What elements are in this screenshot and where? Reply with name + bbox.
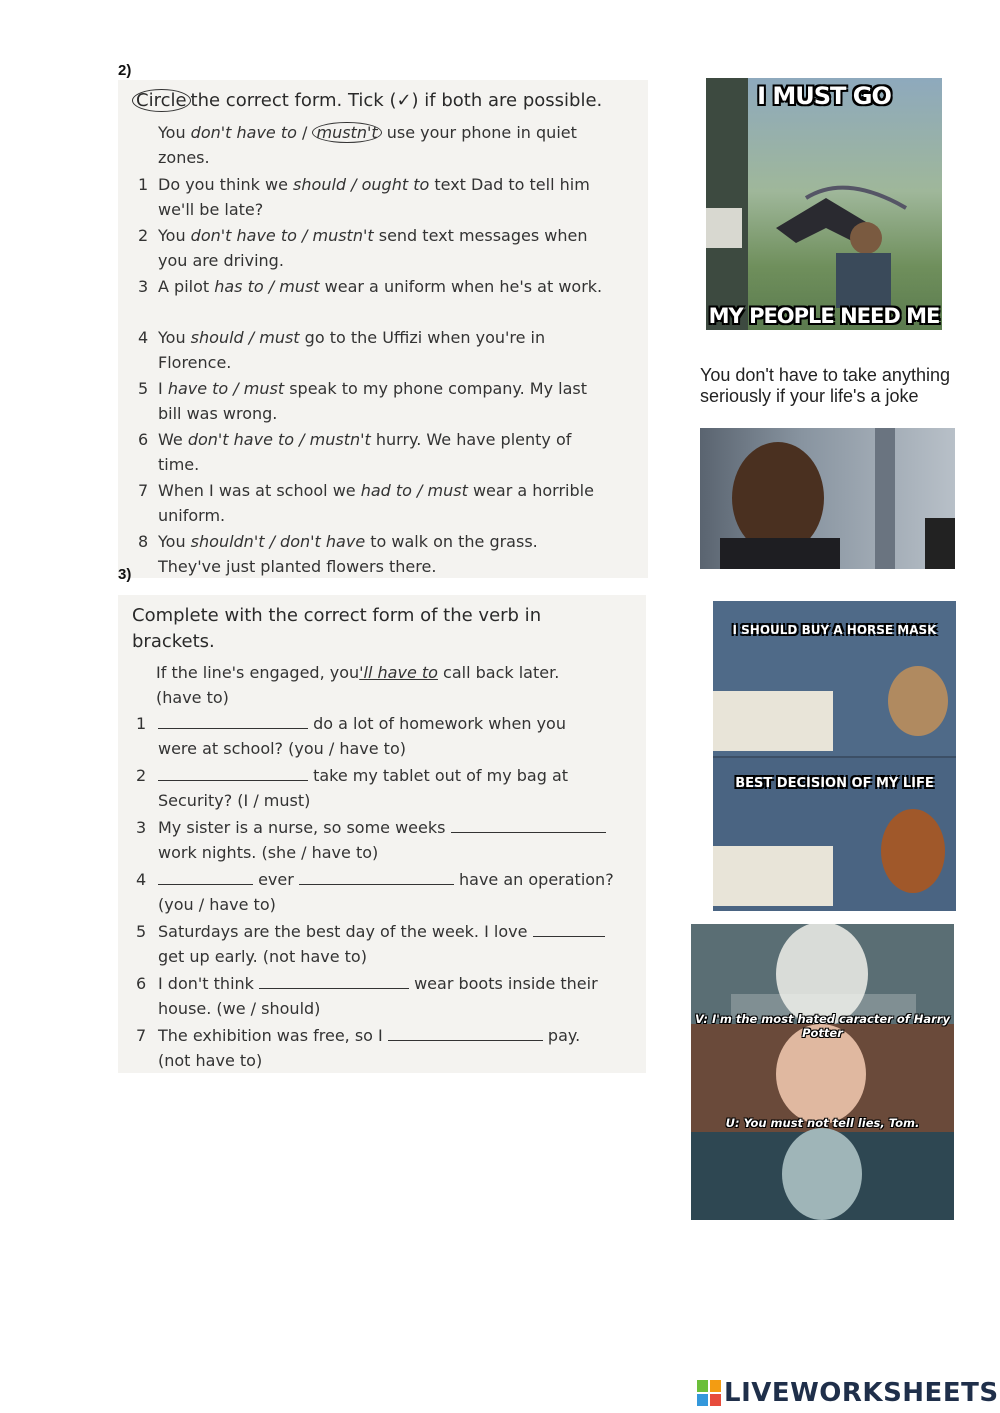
section-2-number: 2): [118, 62, 132, 79]
meme-2-illustration: [700, 428, 955, 569]
exercise-3-panel: [118, 595, 646, 1073]
choice-options[interactable]: don't have to / mustn't: [190, 226, 374, 245]
exercise-3-item: 2 take my tablet out of my bag at Security? (I / must): [136, 763, 641, 813]
item-number: 6: [136, 974, 147, 993]
exercise-3-item: 7 The exhibition was free, so I pay. (not have to): [136, 1023, 641, 1073]
exercise-3-item: 4 ever have an operation? (you / have to): [136, 867, 641, 917]
exercise-2-item: 8 You shouldn't / don't have to walk on the grass. They've just planted flowers there.: [138, 529, 643, 579]
meme-1-illustration: [706, 78, 942, 330]
answer-blank[interactable]: [259, 974, 409, 989]
item-number: 4: [138, 328, 149, 347]
meme-2-caption: You don't have to take anything seriously if your life's a joke: [700, 365, 950, 406]
item-number: 6: [138, 430, 149, 449]
item-number: 3: [136, 818, 147, 837]
item-number: 7: [138, 481, 149, 500]
circle-word: Circle: [132, 89, 191, 112]
exercise-2-item: 1 Do you think we should / ought to text Dad to tell him we'll be late?: [138, 172, 643, 222]
item-number: 2: [136, 766, 147, 785]
item-number: 8: [138, 532, 149, 551]
choice-options[interactable]: should / ought to: [293, 175, 430, 194]
meme-horse-mask: [713, 601, 956, 911]
choice-options[interactable]: has to / must: [214, 277, 320, 296]
meme-3-top-caption: I SHOULD BUY A HORSE MASK: [732, 623, 937, 637]
item-number: 2: [138, 226, 149, 245]
meme-harry-potter: [691, 924, 954, 1220]
choice-options[interactable]: shouldn't / don't have: [190, 532, 366, 551]
exercise-2-item: 5 I have to / must speak to my phone company. My last bill was wrong.: [138, 376, 643, 426]
item-number: 5: [136, 922, 147, 941]
circled-answer: mustn't: [312, 122, 381, 143]
choice-options[interactable]: have to / must: [167, 379, 285, 398]
exercise-3-item: 5 Saturdays are the best day of the week. I love get up early. (not have to): [136, 919, 641, 969]
item-number: 1: [136, 714, 147, 733]
liveworksheets-logo: [697, 1376, 999, 1410]
exercise-2-example: You don't have to / mustn't use your phone in quiet zones.: [158, 123, 577, 167]
exercise-2-item: 6 We don't have to / mustn't hurry. We have plenty of time.: [138, 427, 643, 477]
exercise-3-example: If the line's engaged, you'll have to call back later. (have to): [156, 663, 560, 707]
instruction-text: the correct form. Tick (✓) if both are possible.: [190, 90, 603, 111]
meme-1-bottom-caption: MY PEOPLE NEED ME: [708, 304, 940, 328]
meme-i-must-go: [706, 78, 942, 330]
item-number: 1: [138, 175, 149, 194]
exercise-3-instructions: Complete with the correct form of the verb in brackets.: [132, 605, 542, 652]
exercise-2-instructions: [132, 90, 602, 111]
exercise-3-item: 6 I don't think wear boots inside their house. (we / should): [136, 971, 641, 1021]
meme-4-illustration: [691, 924, 954, 1220]
exercise-3-item: 3 My sister is a nurse, so some weeks work nights. (she / have to): [136, 815, 641, 865]
section-3-number: 3): [118, 566, 132, 583]
item-number: 5: [138, 379, 149, 398]
exercise-2-panel: [118, 80, 648, 578]
meme-1-top-caption: I MUST GO: [757, 82, 891, 110]
exercise-2-item: 2 You don't have to / mustn't send text messages when you are driving.: [138, 223, 643, 273]
answer-blank[interactable]: [158, 870, 253, 885]
item-number: 7: [136, 1026, 147, 1045]
exercise-2-item: 3 A pilot has to / must wear a uniform when he's at work.: [138, 274, 643, 299]
answer-blank[interactable]: [388, 1026, 543, 1041]
meme-4-caption-1: V: I'm the most hated caracter of Harry Potter: [695, 1012, 950, 1040]
logo-blocks-icon: [697, 1380, 721, 1406]
item-number: 4: [136, 870, 147, 889]
choice-options[interactable]: should / must: [190, 328, 300, 347]
answer-blank[interactable]: [299, 870, 454, 885]
meme-roll-safe: [700, 428, 955, 569]
answer-blank[interactable]: [158, 766, 308, 781]
logo-text: LIVEWORKSHEETS: [724, 1378, 999, 1408]
answer-blank[interactable]: [158, 714, 308, 729]
meme-3-bottom-caption: BEST DECISION OF MY LIFE: [735, 776, 934, 791]
exercise-3-item: 1 do a lot of homework when you were at school? (you / have to): [136, 711, 641, 761]
exercise-2-item: 7 When I was at school we had to / must wear a horrible uniform.: [138, 478, 643, 528]
exercise-2-item: 4 You should / must go to the Uffizi when you're in Florence.: [138, 325, 643, 375]
meme-3-illustration: [713, 601, 956, 911]
choice-options[interactable]: had to / must: [360, 481, 468, 500]
item-number: 3: [138, 277, 149, 296]
choice-options[interactable]: don't have to / mustn't: [187, 430, 371, 449]
answer-blank[interactable]: [451, 818, 606, 833]
meme-4-caption-2: U: You must not tell lies, Tom.: [725, 1116, 920, 1130]
answer-blank[interactable]: [533, 922, 605, 937]
